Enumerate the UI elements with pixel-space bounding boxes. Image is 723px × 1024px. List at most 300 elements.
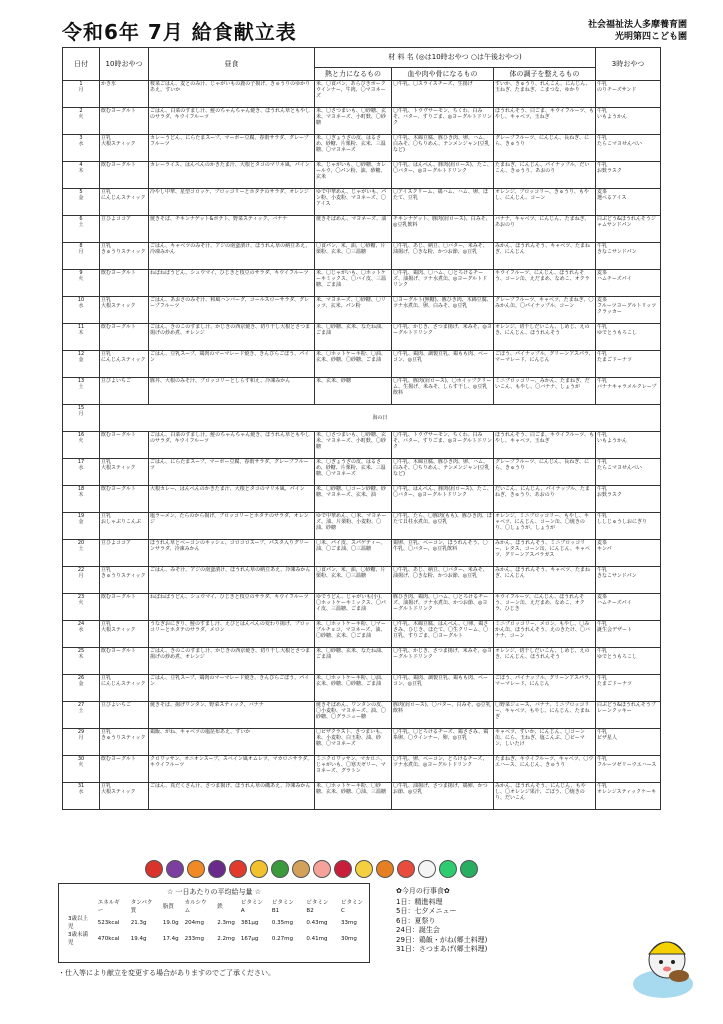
- menu-row: [63, 702, 661, 729]
- pm-snack-cell: 牛乳 のりチーズサンド: [596, 81, 661, 108]
- pm-snack-cell: 牛乳 ゆでとうもろこし: [596, 648, 661, 675]
- date-weekday: 火: [78, 600, 84, 606]
- carrot-icon: [187, 860, 205, 878]
- nutrition-value: 233mg: [184, 936, 204, 942]
- date-weekday: 火: [78, 438, 84, 444]
- green-ingredients-cell: ほうれんそう、白ごま、キウイフルーツ、もやし、キャベツ、玉ねぎ: [494, 108, 596, 135]
- nutrition-header: 鉄: [217, 904, 223, 910]
- green-ingredients-cell: たまねぎ、にんじん、パイナップル、だいこん、きゅうり、あおのり: [494, 162, 596, 189]
- red-ingredients-cell: 豚ひき肉、鶏肉、〇ハム、〇とろけるチーズ、油揚げ、ツナ水煮缶、かつお節、◎ヨーグルトドリンク: [392, 594, 494, 621]
- red-ingredients-cell: 〇牛乳、かじき、さつま揚げ、米みそ、◎ヨーグルトドリンク: [392, 324, 494, 351]
- events-title: ✿今月の行事食✿: [396, 887, 450, 895]
- header-pm-snack: 3時おやつ: [596, 48, 661, 81]
- nutrition-value: 21.3g: [130, 920, 147, 926]
- nutrition-row: [65, 915, 369, 931]
- pm-snack-cell: 牛乳 たまごドーナツ: [596, 675, 661, 702]
- date-day: 3: [79, 135, 83, 141]
- date-weekday: 木: [78, 168, 84, 174]
- am-snack-cell: 豆乳 きゅうりスティック: [100, 243, 149, 270]
- lunch-cell: 鶏飯、がね、キャベツの塩昆布あえ、すいか: [149, 729, 315, 756]
- nutrition-value: 2.3mg: [217, 920, 235, 926]
- red-ingredients-cell: 〇牛乳、かじき、さつま揚げ、米みそ、◎ヨーグルトドリンク: [392, 648, 494, 675]
- menu-row: [63, 108, 661, 135]
- am-snack-cell: 豆乳 にんじんスティック: [100, 189, 149, 216]
- green-ingredients-cell: キャベツ、すいか、にんじん、〇コーン缶、にら、玉ねぎ、塩こんぶ、〇ピーマン、しいたけ: [494, 729, 596, 756]
- date-day: 20: [77, 540, 85, 546]
- date-cell: [63, 486, 100, 513]
- red-ingredients-cell: 〇牛乳、あじ、納豆、〇バター、米みそ、油揚げ、〇きな粉、かつお節、◎豆乳: [392, 243, 494, 270]
- tomato-icon: [229, 860, 247, 878]
- menu-table: [62, 47, 661, 810]
- date-weekday: 金: [78, 681, 84, 687]
- date-day: 1: [79, 81, 83, 87]
- date-weekday: 水: [78, 465, 84, 471]
- red-ingredients-cell: 〇牛乳、木綿豆腐、豚ひき肉、卵、ハム、白みそ、〇ちりめん、テンメンジャン(豆乳など): [392, 135, 494, 162]
- pm-snack-cell: 麦茶 ハムチーズパイ: [596, 594, 661, 621]
- yellow-ingredients-cell: 米、〇ホットケーキ粉、〇油、玄米、砂糖、〇砂糖、ごま油: [315, 351, 392, 378]
- red-ingredients-cell: 〇ヨーグルト(無糖)、豚ひき肉、木綿豆腐、ツナ水煮缶、卵、白みそ、◎豆乳: [392, 297, 494, 324]
- yellow-ingredients-cell: ミニクロワッサン、マカロニ、じゃがいも、〇寒天ゼリー、マヨネーズ、グラトン: [315, 756, 392, 783]
- green-ingredients-cell: ほうれんそう、白ごま、キウイフルーツ、もやし、キャベツ、玉ねぎ: [494, 432, 596, 459]
- date-weekday: 火: [78, 276, 84, 282]
- yellow-ingredients-cell: 米、〇ぎょうざの皮、はるさめ、砂糖、片栗粉、玄米、三温糖、〇マヨネーズ: [315, 459, 392, 486]
- red-ingredients-cell: 〇牛乳、鶏肉、〇ハム、〇とろけるチーズ、油揚げ、ツナ水煮缶、◎ヨーグルトドリンク: [392, 270, 494, 297]
- yellow-ingredients-cell: 米、〇ホットケーキ粉、〇油、玄米、砂糖、〇砂糖、ごま油: [315, 675, 392, 702]
- header-am-snack: 10時おやつ: [100, 48, 149, 81]
- lunch-cell: カレーライス、はんぺんのかきたま汁、大根とタコのマリネ風、パイン: [149, 162, 315, 189]
- date-cell: [63, 108, 100, 135]
- lunch-cell: ごはん、豆乳スープ、鶏肉のマーマレード焼き、きんぴらごぼう、パイン: [149, 351, 315, 378]
- date-cell: [63, 216, 100, 243]
- red-ingredients-cell: 〇牛乳、はんぺん、豚肉(肩ロース)、たこ、〇バター、◎ヨーグルトドリンク: [392, 162, 494, 189]
- date-day: 30: [77, 756, 85, 762]
- green-ingredients-cell: オレンジ、ブロッコリー、きゅうり、もやし、にんじん、コーン: [494, 189, 596, 216]
- date-day: 8: [79, 243, 83, 249]
- nutrition-header-row: [65, 899, 369, 915]
- yellow-ingredients-cell: 米、〇食パン、あらびきポークウインナー、牛肉、〇マヨネーズ: [315, 81, 392, 108]
- date-day: 13: [77, 378, 85, 384]
- date-cell: [63, 351, 100, 378]
- am-snack-cell: 飲むヨーグルト: [100, 162, 149, 189]
- green-ingredients-cell: 〇野菜ジュース、バナナ、ミニブロッコリー、キャベツ、もやし、にんじん、たまねぎ: [494, 702, 596, 729]
- menu-row: [63, 324, 661, 351]
- red-ingredients-cell: 〇牛乳、木綿豆腐、はんぺん、〇卵、鶏ささみ、ひじき、ほたて、〇生クリーム、〇豆乳、すりごま、〇ヨーグルト: [392, 621, 494, 648]
- red-ingredients-cell: 〇牛乳、トウヴサーモン、ちくわ、白みそ、バター、すりごま、◎ヨーグルトドリンク: [392, 108, 494, 135]
- header-yellow: 熱と力になるもの: [315, 68, 392, 81]
- nutrition-value: 204mg: [184, 920, 204, 926]
- lunch-cell: ねばねばうどん、シュウマイ、ひじきと枝豆のサラダ、キウイフルーツ: [149, 594, 315, 621]
- cherry-icon: [334, 860, 352, 878]
- date-weekday: 月: [78, 249, 84, 255]
- nutrition-value: 30mg: [340, 936, 357, 942]
- date-cell: [63, 513, 100, 540]
- am-snack-cell: 豆乳 大根スティック: [100, 135, 149, 162]
- date-cell: [63, 189, 100, 216]
- nutrition-header: エネルギー: [97, 900, 120, 914]
- date-weekday: 金: [78, 519, 84, 525]
- corn-icon: [250, 860, 268, 878]
- apple-icon: [145, 860, 163, 878]
- red-ingredients-cell: 〇牛乳、〇スライスチーズ、生揚げ: [392, 81, 494, 108]
- date-weekday: 木: [78, 654, 84, 660]
- menu-row: [63, 675, 661, 702]
- menu-row: [63, 378, 661, 405]
- lunch-cell: ごはん、あおさのみそ汁、和風ハンバーグ、コールスローサラダ、グレープフルーツ: [149, 297, 315, 324]
- pm-snack-cell: 麦茶 キンパ: [596, 540, 661, 567]
- am-snack-cell: 飲むヨーグルト: [100, 270, 149, 297]
- green-ingredients-cell: ミニブロッコリー、みかん、たまねぎ、だいこん、もやし、〇バナナ、しょうが: [494, 378, 596, 405]
- am-snack-cell: 飲むヨーグルト: [100, 108, 149, 135]
- pm-snack-cell: 牛乳 たらこマヨせんべい: [596, 135, 661, 162]
- nutrition-header: タンパク質: [130, 900, 153, 914]
- date-day: 10: [77, 297, 85, 303]
- header-green: 体の調子を整えるもの: [494, 68, 596, 81]
- date-cell: [63, 567, 100, 594]
- pm-snack-cell: 麦茶 選べるアイス: [596, 189, 661, 216]
- date-weekday: 土: [78, 708, 84, 714]
- date-day: 26: [77, 675, 85, 681]
- date-cell: [63, 405, 100, 432]
- menu-row: [63, 270, 661, 297]
- peach-icon: [313, 860, 331, 878]
- lunch-cell: 大根カレー、はんぺんのかきたま汁、大根とタコのマリネ風、パイン: [149, 486, 315, 513]
- am-snack-cell: 豆ひよココア: [100, 540, 149, 567]
- date-cell: [63, 756, 100, 783]
- am-snack-cell: 飲むヨーグルト: [100, 648, 149, 675]
- menu-row: [63, 459, 661, 486]
- nutrition-value: 381μg: [240, 920, 259, 926]
- strawberry-icon: [397, 860, 415, 878]
- am-snack-cell: 豆乳 にんじんスティック: [100, 351, 149, 378]
- mascot-illustration: [623, 924, 703, 1004]
- date-weekday: 月: [78, 411, 84, 417]
- green-ingredients-cell: グレープフルーツ、にんじん、長ねぎ、にら、きゅうり: [494, 459, 596, 486]
- nutrition-title: ☆ 一日あたりの平均給与量 ☆: [166, 888, 261, 896]
- yellow-ingredients-cell: 〇食パン、米、油、〇砂糖、片栗粉、玄米、〇三温糖: [315, 243, 392, 270]
- am-snack-cell: 豆乳 大根スティック: [100, 783, 149, 810]
- date-cell: [63, 297, 100, 324]
- nutrition-value: 0.41mg: [306, 936, 328, 942]
- menu-row: [63, 432, 661, 459]
- yellow-ingredients-cell: 米、玄米、砂糖: [315, 378, 392, 405]
- yellow-ingredients-cell: 〇ピザクラスト、さつまいも、米、小麦粉、白玉粉、油、砂糖、〇マヨネーズ: [315, 729, 392, 756]
- yellow-ingredients-cell: ゆでうどん、じゃがいも(小)、〇ホットケーキミックス、〇パイ皮、三温糖、ごま油: [315, 594, 392, 621]
- yellow-ingredients-cell: 米、〇ホットケーキ粉、〇砂糖、玄米、砂糖、〇油、三温糖: [315, 783, 392, 810]
- lunch-cell: ごはん、にらたまスープ、マーボー豆腐、春雨サラダ、グレープフルーツ: [149, 459, 315, 486]
- date-cell: [63, 135, 100, 162]
- date-weekday: 水: [78, 627, 84, 633]
- green-ingredients-cell: オレンジ、ミニブロッコリー、もやし、キャベツ、にんじん、コーン缶、〇焼きのり、〇しょうが、しょうが: [494, 513, 596, 540]
- yellow-ingredients-cell: 〇食パン、米、油、〇砂糖、片栗粉、玄米、〇三温糖: [315, 567, 392, 594]
- lunch-cell: カレーうどん、にらたまスープ、マーボー豆腐、春雨サラダ、グレープフルーツ: [149, 135, 315, 162]
- event-item: 1日：精進料理: [396, 897, 443, 906]
- pm-snack-cell: 麦茶 ハムチーズパイ: [596, 270, 661, 297]
- lunch-cell: ごはん、きのこのすまし汁、かじきの西京焼き、切り干し大根とさつま揚げの炒め煮、オレンジ: [149, 324, 315, 351]
- green-ingredients-cell: みかん、ほうれんそう、にんじん、もやし、〇オレンジ果汁、ごぼう、〇焼きのり、だいこん: [494, 783, 596, 810]
- am-snack-cell: 飲むヨーグルト: [100, 432, 149, 459]
- lunch-cell: 冷やし中華、星型コロッケ、ブロッコリーとホタテのサラダ、オレンジ: [149, 189, 315, 216]
- am-snack-cell: 豆乳 大根スティック: [100, 297, 149, 324]
- date-day: 27: [77, 702, 85, 708]
- nutrition-value: 19.4g: [130, 936, 147, 942]
- header-lunch: 昼食: [149, 48, 315, 81]
- am-snack-cell: 豆乳 大根スティック: [100, 621, 149, 648]
- menu-row: [63, 540, 661, 567]
- red-ingredients-cell: 〇牛乳、たら、〇豚肉(もも)、豚ひき肉、ほたて貝柱水煮缶、◎豆乳: [392, 513, 494, 540]
- date-day: 11: [77, 324, 85, 330]
- date-cell: [63, 162, 100, 189]
- date-cell: [63, 324, 100, 351]
- menu-row: [63, 216, 661, 243]
- pm-snack-cell: 牛乳 いもようかん: [596, 432, 661, 459]
- menu-row: [63, 648, 661, 675]
- date-day: 29: [77, 729, 85, 735]
- pumpkin-icon: [376, 860, 394, 878]
- holiday-row: [63, 405, 661, 432]
- nutrition-row: [65, 931, 369, 947]
- date-cell: [63, 243, 100, 270]
- nutrition-value: 0.27mg: [271, 936, 293, 942]
- yellow-ingredients-cell: 米、〇砂糖、玄米、なたね油、ごま油: [315, 648, 392, 675]
- yellow-ingredients-cell: 米、〇じゃがいも、〇ホットケーキミックス、〇バイ皮、三温糖、ごま油: [315, 270, 392, 297]
- event-item: 29日：鶏飯・がね(郷土料理): [396, 935, 488, 944]
- date-cell: [63, 540, 100, 567]
- date-day: 15: [77, 405, 85, 411]
- nutrition-row-label: 3歳以上児: [68, 916, 88, 930]
- date-weekday: 木: [78, 492, 84, 498]
- date-cell: [63, 783, 100, 810]
- date-cell: [63, 729, 100, 756]
- nutrition-header: カルシウム: [184, 900, 207, 914]
- pm-snack-cell: 白ぶどう&ほうれんそうブレーンクッキー: [596, 702, 661, 729]
- menu-row: [63, 243, 661, 270]
- menu-row: [63, 162, 661, 189]
- date-weekday: 土: [78, 222, 84, 228]
- date-weekday: 土: [78, 546, 84, 552]
- date-cell: [63, 81, 100, 108]
- menu-row: [63, 351, 661, 378]
- pepper-icon: [271, 860, 289, 878]
- menu-row: [63, 189, 661, 216]
- am-snack-cell: 飲むヨーグルト: [100, 324, 149, 351]
- pm-snack-cell: 白ぶどう&ほうれんそうジャムサンドパン: [596, 216, 661, 243]
- nutrition-value: 17.4g: [162, 936, 179, 942]
- date-day: 6: [79, 216, 83, 222]
- lunch-cell: ごはん、きのこのすまし汁、かじきの西京焼き、切り干し大根とさつま揚げの炒め煮、オレンジ: [149, 648, 315, 675]
- yellow-ingredients-cell: 米、〇砂糖、玄米、なたね油、ごま油: [315, 324, 392, 351]
- am-snack-cell: 豆乳 大根スティック: [100, 459, 149, 486]
- menu-body: [63, 81, 661, 810]
- org-line-2: 光明第四こども園: [614, 32, 687, 42]
- pm-snack-cell: 牛乳 ピザ星人: [596, 729, 661, 756]
- yellow-ingredients-cell: ゆで中華めん、〇米、マヨネーズ、油、片栗粉、小麦粉、〇油、砂糖: [315, 513, 392, 540]
- pm-snack-cell: 牛乳 お麩ラスク: [596, 486, 661, 513]
- date-cell: [63, 432, 100, 459]
- pm-snack-cell: 牛乳 きなこサンドパン: [596, 243, 661, 270]
- lunch-cell: 桜菜ごはん、麦とのみ汁、じゃがいもの鹿の子揚げ、きゅうりのゆかりあえ、すいか: [149, 81, 315, 108]
- date-weekday: 火: [78, 762, 84, 768]
- nutrition-value: 0.43mg: [306, 920, 328, 926]
- pm-snack-cell: 牛乳 いもようかん: [596, 108, 661, 135]
- date-day: 9: [79, 270, 83, 276]
- red-ingredients-cell: 〇牛乳、〇とろけるチーズ、鶏ささみ、鶏糸卵、〇ウインナー、卵、◎豆乳: [392, 729, 494, 756]
- date-weekday: 月: [78, 573, 84, 579]
- date-day: 24: [77, 621, 85, 627]
- lunch-cell: ごはん、白菜のすまし汁、鮭のちゃんちゃん焼き、ほうれん草ともやしのサラダ、キウイフルーツ: [149, 108, 315, 135]
- date-weekday: 金: [78, 195, 84, 201]
- red-ingredients-cell: 〇牛乳、はんぺん、豚肉(肩ロース)、たこ、〇バター、◎ヨーグルトドリンク: [392, 486, 494, 513]
- green-ingredients-cell: ごぼう、パイナップル、グリーンアスパラ、マーマレード、にんじん: [494, 675, 596, 702]
- green-ingredients-cell: オレンジ、切干しだいこん、しめじ、えのき、にんじん、ほうれんそう: [494, 324, 596, 351]
- lunch-cell: 焼きそば、チキンナゲット&ポテト、野菜スティック、バナナ: [149, 216, 315, 243]
- lunch-cell: うなぎおにぎり、鮭のすまし汁、えびとはんぺんの変わり揚げ、ブロッコリーとホタテのサラダ、メロン: [149, 621, 315, 648]
- pm-snack-cell: 牛乳 フルーツゼリーウエハース: [596, 756, 661, 783]
- date-cell: [63, 459, 100, 486]
- menu-row: [63, 756, 661, 783]
- yellow-ingredients-cell: 米、マヨネーズ、〇砂糖、〇リッツ、玄米、パン粉: [315, 297, 392, 324]
- date-day: 23: [77, 594, 85, 600]
- lunch-cell: クロワッサン、オニオンスープ、スペイン風オムレツ、マカロニサラダ、キウイフルーツ: [149, 756, 315, 783]
- yellow-ingredients-cell: 焼きそばめん、マヨネーズ、油: [315, 216, 392, 243]
- red-ingredients-cell: 〇牛乳、油揚げ、さつま揚げ、鶏卵、かつお節、◎豆乳: [392, 783, 494, 810]
- radish-icon: [418, 860, 436, 878]
- date-cell: [63, 648, 100, 675]
- am-snack-cell: 飲むヨーグルト: [100, 486, 149, 513]
- green-ingredients-cell: ごぼう、パイナップル、グリーンアスパラ、マーマレード、にんじん: [494, 351, 596, 378]
- am-snack-cell: 豆乳 にんじんスティック: [100, 675, 149, 702]
- am-snack-cell: 飲むヨーグルト: [100, 756, 149, 783]
- lunch-cell: ごはん、白菜のすまし汁、鮭のちゃんちゃん焼き、ほうれん草ともやしのサラダ、キウイフルーツ: [149, 432, 315, 459]
- menu-row: [63, 81, 661, 108]
- date-weekday: 水: [78, 789, 84, 795]
- nutrition-value: 0.35mg: [271, 920, 293, 926]
- red-ingredients-cell: 〇牛乳、トウヴサーモン、ちくわ、白みそ、バター、すりごま、◎ヨーグルトドリンク: [392, 432, 494, 459]
- org-line-1: 社会福祉法人多摩養育園: [587, 20, 687, 30]
- yellow-ingredients-cell: 米、じゃがいも、〇砂糖、カレールウ、〇パン粉、油、砂糖、玄米: [315, 162, 392, 189]
- date-weekday: 水: [78, 303, 84, 309]
- menu-row: [63, 729, 661, 756]
- date-cell: [63, 702, 100, 729]
- date-weekday: 土: [78, 384, 84, 390]
- fruit-vegetable-decoration: [145, 860, 585, 882]
- am-snack-cell: 豆びよいちご: [100, 702, 149, 729]
- nutrition-value: 470kcal: [97, 936, 120, 942]
- green-ingredients-cell: グレープフルーツ、キャベツ、たまねぎ、〇みかん缶、〇パイナップル、コーン: [494, 297, 596, 324]
- nutrition-header: ビタミンB2: [306, 900, 329, 914]
- pm-snack-cell: 牛乳 たらこマヨせんべい: [596, 459, 661, 486]
- am-snack-cell: 豆ひよココア: [100, 216, 149, 243]
- date-weekday: 月: [78, 87, 84, 93]
- date-day: 5: [79, 189, 83, 195]
- date-cell: [63, 594, 100, 621]
- yellow-ingredients-cell: 米、〇ホットケーキ粉、〇マーブルチョコ、マヨネーズ、油、〇砂糖、玄米、〇ごま油: [315, 621, 392, 648]
- change-notice: ・仕入等により献立を変更する場合がありますのでご了承ください。: [58, 969, 275, 977]
- red-ingredients-cell: チキンナゲット、豚肉(肩ロース)、白みそ、◎豆乳飲料: [392, 216, 494, 243]
- nutrition-table: [65, 899, 369, 947]
- nutrition-value: 523kcal: [97, 920, 120, 926]
- date-cell: [63, 621, 100, 648]
- am-snack-cell: 豆乳 きゅうりスティック: [100, 567, 149, 594]
- red-ingredients-cell: 〇牛乳、木綿豆腐、豚ひき肉、卵、ハム、白みそ、〇ちりめん、テンメンジャン(豆乳など): [392, 459, 494, 486]
- menu-row: [63, 621, 661, 648]
- red-ingredients-cell: 〇牛乳、あじ、納豆、〇バター、米みそ、油揚げ、〇きな粉、かつお節、◎豆乳: [392, 567, 494, 594]
- events-box: [396, 887, 487, 955]
- event-item: 31日：さつまあげ(郷土料理): [396, 945, 488, 953]
- nutrition-header: ビタミンA: [240, 900, 263, 914]
- lunch-cell: ごはん、豆乳スープ、鶏肉のマーマレード焼き、きんぴらごぼう、パイン: [149, 675, 315, 702]
- pm-snack-cell: 牛乳 バナナキャラメルクレープ: [596, 378, 661, 405]
- green-ingredients-cell: グレープフルーツ、にんじん、長ねぎ、にら、きゅうり: [494, 135, 596, 162]
- pm-snack-cell: 牛乳 たまごドーナツ: [596, 351, 661, 378]
- yellow-ingredients-cell: 米、〇砂糖、〇コーン砂糖、砂糖、マヨネーズ、玄米、油: [315, 486, 392, 513]
- date-weekday: 水: [78, 141, 84, 147]
- lunch-cell: 塩ラーメン、たらのから揚げ、ブロッコリーとホタテのサラダ、オレンジ: [149, 513, 315, 540]
- lunch-cell: ごはん、みそ汁、アジの南蛮漬け、ほうれん草の納豆あえ、冷凍みかん: [149, 567, 315, 594]
- red-ingredients-cell: 〇牛乳、鶏肉、調製豆乳、鶏もも肉、ベーコン、◎豆乳: [392, 675, 494, 702]
- holiday-name: 海の日: [100, 405, 661, 432]
- grape-icon: [166, 860, 184, 878]
- header-red: 血や肉や骨になるもの: [392, 68, 494, 81]
- menu-row: [63, 567, 661, 594]
- lunch-cell: 焼きそば、揚げワンタン、野菜スティック、バナナ: [149, 702, 315, 729]
- date-day: 4: [79, 162, 83, 168]
- am-snack-cell: 豆びよいちご: [100, 378, 149, 405]
- green-ingredients-cell: バナナ、キャベツ、にんじん、たまねぎ、あおのり: [494, 216, 596, 243]
- lunch-cell: ほうれん草とベーコンのキッシュ、コロコロスープ、パスタ入りグリーンサラダ、冷凍みかん: [149, 540, 315, 567]
- green-ingredients-cell: みかん、ほうれんそう、キャベツ、たまねぎ、にんじん: [494, 567, 596, 594]
- am-snack-cell: 豆乳 きゅうりスティック: [100, 729, 149, 756]
- am-snack-cell: 飲むヨーグルト: [100, 594, 149, 621]
- pm-snack-cell: 麦茶 フルーツヨーグルトリッツクラッカー: [596, 297, 661, 324]
- pm-snack-cell: 牛乳 きなこサンドパン: [596, 567, 661, 594]
- yellow-ingredients-cell: 米、〇さつまいも、〇砂糖、玄米、マヨネーズ、小町麩、〇砂糖: [315, 432, 392, 459]
- pm-snack-cell: 牛乳 お麩ラスク: [596, 162, 661, 189]
- date-day: 25: [77, 648, 85, 654]
- menu-row: [63, 135, 661, 162]
- event-item: 5日：七夕メニュー: [396, 907, 457, 915]
- date-cell: [63, 675, 100, 702]
- red-ingredients-cell: 〇牛乳、鶏肉、調製豆乳、鶏もも肉、ベーコン、◎豆乳: [392, 351, 494, 378]
- date-weekday: 金: [78, 357, 84, 363]
- green-ingredients-cell: キウイフルーツ、にんじん、ほうれんそう、コーン缶、えだまめ、なめこ、オクラ、ひじき: [494, 594, 596, 621]
- menu-row: [63, 594, 661, 621]
- red-ingredients-cell: 〇牛乳、豚肉(肩ロース)、〇ホイップクリーム、生揚げ、米みそ、しらす干し、◎豆乳飲料: [392, 378, 494, 405]
- menu-row: [63, 513, 661, 540]
- green-ingredients-cell: キウイフルーツ、にんじん、ほうれんそう、コーン缶、えだまめ、なめこ、オクラ: [494, 270, 596, 297]
- am-snack-cell: 豆乳 おしゃぶりこんぶ: [100, 513, 149, 540]
- date-weekday: 月: [78, 735, 84, 741]
- header-ingredients: 材 料 名 (◎は10時おやつ ○は午後おやつ): [315, 48, 596, 68]
- green-ingredients-cell: たまねぎ、キウイフルーツ、キャベツ、〇ウエハース、にんじん、きゅうり: [494, 756, 596, 783]
- yellow-ingredients-cell: 米、〇ぎょうざの皮、はるさめ、砂糖、片栗粉、玄米、三温糖、〇マヨネーズ: [315, 135, 392, 162]
- pm-snack-cell: 牛乳 誕生会デザート: [596, 621, 661, 648]
- menu-row: [63, 297, 661, 324]
- nutrition-box: [58, 883, 370, 963]
- nutrition-value: 19.0g: [162, 920, 179, 926]
- page-title: 令和6年 7月 給食献立表: [62, 20, 297, 44]
- yellow-ingredients-cell: 焼きそばめん、ワンタンの皮、〇小麦粉、マヨネーズ、油、〇砂糖、〇グラニュー糖: [315, 702, 392, 729]
- date-cell: [63, 270, 100, 297]
- broccoli-icon: [460, 860, 478, 878]
- pm-snack-cell: 牛乳 ししじゅうしおにぎり: [596, 513, 661, 540]
- pm-snack-cell: 牛乳 ゆでとうもろこし: [596, 324, 661, 351]
- nutrition-header: 脂質: [162, 904, 174, 910]
- green-ingredients-cell: ミニブロッコリー、メロン、もやし、〇みかん缶、ほうれんそう、えのきたけ、〇バナナ、コーン: [494, 621, 596, 648]
- green-ingredients-cell: みかん、ほうれんそう、ミニブロッコリー、レタス、コーン缶、にんじん、キャベツ、グリーンアスパラガス: [494, 540, 596, 567]
- menu-row: [63, 783, 661, 810]
- lunch-cell: ごはん、真だくさん汁、さつま揚げ、ほうれん草の磯あえ、冷凍みかん: [149, 783, 315, 810]
- watermelon-icon: [439, 860, 457, 878]
